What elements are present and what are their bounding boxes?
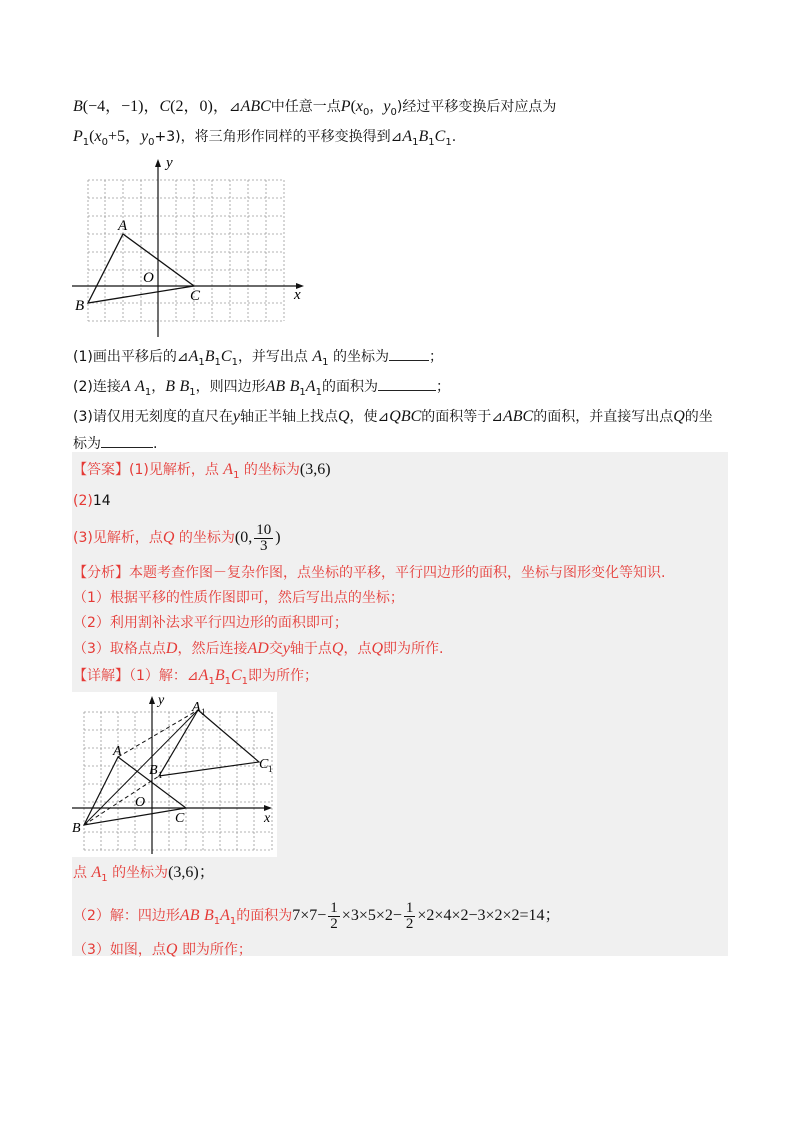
point-q: Q bbox=[337, 408, 350, 425]
problem-line-2: $P_1(x_0+5$，$y_0+3$)，将三角形作同样的平移变换得到$⊿A_1B_1C_1$. bbox=[73, 128, 457, 148]
vertex-a: A bbox=[402, 128, 413, 145]
detail-line-1 bbox=[73, 666, 318, 692]
answer-blank bbox=[378, 376, 436, 391]
point-a: A bbox=[265, 378, 276, 395]
origin-label: O bbox=[135, 795, 146, 810]
text: ，并写出点 bbox=[237, 349, 308, 365]
text: （2）解：四边形 bbox=[73, 908, 180, 924]
triangle-symbol: ⊿ bbox=[176, 349, 189, 365]
text: ) bbox=[275, 529, 281, 546]
vertex-b1-label: B bbox=[149, 763, 158, 778]
text: 轴于点 bbox=[289, 641, 332, 657]
point-a1: A bbox=[135, 378, 145, 395]
point-a1: A bbox=[91, 864, 102, 881]
question-number: (2) bbox=[73, 493, 93, 509]
subscript: 1 bbox=[268, 764, 273, 774]
subscript: 1 bbox=[224, 675, 231, 687]
text: （3）如图，点 bbox=[73, 942, 166, 958]
point-a1: A bbox=[312, 348, 323, 365]
text: +3)，将三角形作同样的平移变换得到 bbox=[154, 129, 391, 145]
answer-label: 【答案】 bbox=[73, 462, 129, 478]
triangle-abc: ABC bbox=[503, 408, 534, 425]
x-var: x bbox=[94, 128, 102, 145]
vertex-a: A bbox=[198, 667, 209, 684]
text: ，然后连接 bbox=[177, 641, 248, 657]
text: （1）解： bbox=[129, 668, 187, 684]
subscript: 0 bbox=[101, 136, 108, 148]
text: 即为所作； bbox=[248, 668, 319, 684]
subscript: 1 bbox=[213, 915, 221, 927]
point-q: Q bbox=[165, 941, 178, 958]
vertex-c-label: C bbox=[175, 811, 185, 826]
point-a1: A bbox=[223, 461, 234, 478]
vertex-b-label: B bbox=[75, 298, 85, 314]
detail-line-4 bbox=[73, 940, 252, 960]
x-axis-label: x bbox=[294, 287, 301, 303]
punct: ； bbox=[429, 349, 443, 365]
point-q: Q bbox=[162, 529, 175, 546]
x-var: x bbox=[355, 98, 364, 115]
triangle-symbol: ⊿ bbox=[377, 409, 390, 425]
text: ，使 bbox=[349, 409, 378, 425]
point-b-label: B bbox=[73, 98, 83, 115]
point-b: B bbox=[400, 408, 411, 425]
analysis-step-2 bbox=[73, 613, 348, 633]
answer-blank bbox=[389, 346, 429, 361]
y-axis-label: y bbox=[166, 155, 173, 171]
problem-line-1: B(−4，−1)，C(2，0)，⊿ABC中任意一点$P(x_0$，$y_0$)经过平移变换后对应点为 bbox=[73, 98, 557, 118]
triangle-symbol: ⊿ bbox=[390, 129, 403, 145]
text: 本题考查作图－复杂作图，点坐标的平移，平行四边形的面积，坐标与图形变化等知识. bbox=[129, 565, 666, 581]
subscript: 1 bbox=[233, 469, 240, 481]
vertex-b: B bbox=[418, 128, 429, 145]
vertex-a: A bbox=[188, 348, 199, 365]
y-axis-label: y bbox=[158, 693, 165, 708]
answer-value: (3,6)； bbox=[168, 864, 215, 881]
text: (3)见解析，点 bbox=[73, 530, 163, 546]
text: 画出平移后的 bbox=[92, 349, 177, 365]
point-q: Q bbox=[331, 640, 344, 657]
subscript: 0 bbox=[390, 106, 397, 118]
triangle-abc: ABC bbox=[240, 98, 271, 115]
text: )经过平移变换后对应点为 bbox=[396, 99, 557, 115]
denominator: 2 bbox=[330, 915, 338, 932]
subscript: 1 bbox=[229, 915, 237, 927]
text: 的坐 bbox=[684, 409, 713, 425]
comma: ， bbox=[369, 99, 384, 115]
answer-line-3 bbox=[73, 520, 281, 556]
answer-value: 14 bbox=[92, 493, 111, 509]
question-2 bbox=[73, 376, 450, 403]
text: 连接 bbox=[92, 379, 121, 395]
triangle-symbol: ⊿ bbox=[228, 99, 241, 115]
y-var: y bbox=[383, 98, 391, 115]
point-b1: B bbox=[179, 378, 190, 395]
subscript: 1 bbox=[428, 136, 435, 148]
question-number: (2) bbox=[73, 379, 93, 395]
question-1 bbox=[73, 346, 443, 373]
vertex-c: C bbox=[434, 128, 446, 145]
point-q: Q bbox=[371, 640, 384, 657]
fraction-half bbox=[328, 901, 340, 932]
point-b: B bbox=[165, 378, 176, 395]
subscript: 1 bbox=[189, 386, 196, 398]
numerator: 1 bbox=[405, 899, 414, 916]
point-c-label: C bbox=[159, 98, 171, 115]
subscript: 1 bbox=[144, 386, 152, 398]
text: （3）取格点点 bbox=[73, 641, 166, 657]
question-number: (3) bbox=[73, 409, 93, 425]
analysis-step-3 bbox=[73, 639, 444, 659]
question-3 bbox=[73, 407, 713, 427]
expression: ×3×5×2− bbox=[341, 907, 402, 924]
text: 交 bbox=[268, 641, 283, 657]
numerator: 10 bbox=[256, 521, 272, 538]
point-q: Q bbox=[673, 408, 685, 425]
text: 即为所作. bbox=[383, 641, 444, 657]
detail-line-2 bbox=[73, 863, 215, 889]
text: +5， bbox=[107, 128, 141, 145]
point-b: B bbox=[275, 378, 286, 395]
text: （2）利用割补法求平行四边形的面积即可； bbox=[73, 615, 348, 631]
vertex-b-label: B bbox=[72, 821, 81, 836]
answer-value: (3,6) bbox=[299, 461, 331, 478]
b-coords: (−4，−1)， bbox=[82, 98, 160, 115]
vertex-c1-label: C bbox=[259, 757, 269, 772]
answer-line-1 bbox=[73, 460, 331, 486]
vertex-a-label: A bbox=[118, 218, 128, 234]
text: 请仅用无刻度的直尺在 bbox=[92, 409, 233, 425]
point-c: C bbox=[410, 408, 422, 425]
subscript: 1 bbox=[214, 356, 221, 368]
text: ， bbox=[151, 379, 166, 395]
y-var: y bbox=[232, 408, 240, 425]
answer-line-2 bbox=[73, 491, 111, 511]
triangle-symbol: ⊿ bbox=[491, 409, 503, 425]
point-d: D bbox=[165, 640, 178, 657]
figure-2-translated-triangle bbox=[72, 692, 277, 857]
analysis-label: 【分析】 bbox=[73, 565, 129, 581]
subscript: 1 bbox=[445, 136, 452, 148]
c-coords: (2，0)， bbox=[170, 98, 229, 115]
y-var: y bbox=[282, 640, 290, 657]
text: (1)见解析，点 bbox=[129, 462, 219, 478]
point-p1: P bbox=[73, 128, 83, 145]
subscript: 1 bbox=[412, 136, 419, 148]
subscript: 0 bbox=[363, 106, 370, 118]
point-a1: A bbox=[220, 907, 230, 924]
vertex-b: B bbox=[204, 348, 215, 365]
subscript: 1 bbox=[299, 386, 306, 398]
vertex-c: C bbox=[230, 667, 242, 684]
segment-ad: AD bbox=[247, 640, 269, 657]
point-a: A bbox=[120, 378, 131, 395]
point-b1: B bbox=[203, 907, 214, 924]
point-q: Q bbox=[389, 408, 401, 425]
subscript: 1 bbox=[208, 675, 215, 687]
fraction-half bbox=[404, 901, 416, 932]
question-number: (1) bbox=[73, 349, 93, 365]
vertex-b: B bbox=[214, 667, 225, 684]
question-3-cont bbox=[73, 433, 157, 454]
expression: ×2×4×2−3×2×2=14； bbox=[417, 907, 561, 924]
subscript: 1 bbox=[201, 707, 206, 717]
subscript: 1 bbox=[241, 675, 249, 687]
text: 即为所作； bbox=[181, 942, 252, 958]
text: 的坐标为 bbox=[243, 462, 300, 478]
origin-label: O bbox=[143, 270, 154, 286]
subscript: 1 bbox=[158, 770, 163, 780]
expression: 7×7− bbox=[292, 907, 327, 924]
text: 的面积为 bbox=[321, 379, 378, 395]
y-var: y bbox=[141, 128, 149, 145]
vertex-c-label: C bbox=[190, 288, 201, 304]
text: 点 bbox=[73, 865, 87, 881]
text: 的面积，并直接写出点 bbox=[533, 409, 674, 425]
period: . bbox=[451, 129, 457, 145]
figure-1-coordinate-grid bbox=[72, 155, 312, 340]
point-a1: A bbox=[305, 378, 316, 395]
point-p: P bbox=[340, 98, 351, 115]
text: (0, bbox=[234, 529, 253, 546]
text: 的坐标为 bbox=[178, 530, 235, 546]
subscript: 1 bbox=[198, 356, 205, 368]
triangle-symbol: ⊿ bbox=[186, 668, 199, 684]
text: 的面积等于 bbox=[421, 409, 492, 425]
subscript: 1 bbox=[315, 386, 322, 398]
point-b1: B bbox=[289, 378, 300, 395]
point-a: A bbox=[179, 907, 190, 924]
text: （1）根据平移的性质作图即可，然后写出点的坐标； bbox=[73, 590, 404, 606]
subscript: 0 bbox=[148, 136, 155, 148]
subscript: 1 bbox=[231, 356, 238, 368]
text: 的坐标为 bbox=[112, 865, 169, 881]
text: 的面积为 bbox=[236, 908, 293, 924]
text: 标为 bbox=[73, 436, 101, 452]
vertex-a1-label: A bbox=[192, 700, 201, 715]
vertex-a-label: A bbox=[113, 744, 122, 759]
fraction-10-3 bbox=[254, 523, 273, 554]
denominator: 2 bbox=[405, 915, 414, 932]
punct: . bbox=[153, 436, 158, 452]
detail-line-3 bbox=[73, 898, 561, 940]
punct: ； bbox=[435, 379, 450, 395]
numerator: 1 bbox=[330, 899, 338, 916]
text: 中任意一点 bbox=[270, 99, 341, 115]
answer-blank bbox=[101, 433, 153, 448]
analysis-line bbox=[73, 563, 665, 583]
denominator: 3 bbox=[259, 537, 268, 554]
text: 轴正半轴上找点 bbox=[239, 409, 338, 425]
vertex-c: C bbox=[220, 348, 232, 365]
subscript: 1 bbox=[322, 356, 329, 368]
text: ，点 bbox=[343, 641, 372, 657]
text: ，则四边形 bbox=[195, 379, 266, 395]
point-b: B bbox=[189, 907, 200, 924]
subscript: 1 bbox=[101, 872, 108, 884]
analysis-step-1 bbox=[73, 588, 404, 608]
detail-label: 【详解】 bbox=[73, 668, 129, 684]
subscript: 1 bbox=[82, 136, 90, 148]
x-axis-label: x bbox=[264, 811, 271, 826]
text: 的坐标为 bbox=[333, 349, 389, 365]
